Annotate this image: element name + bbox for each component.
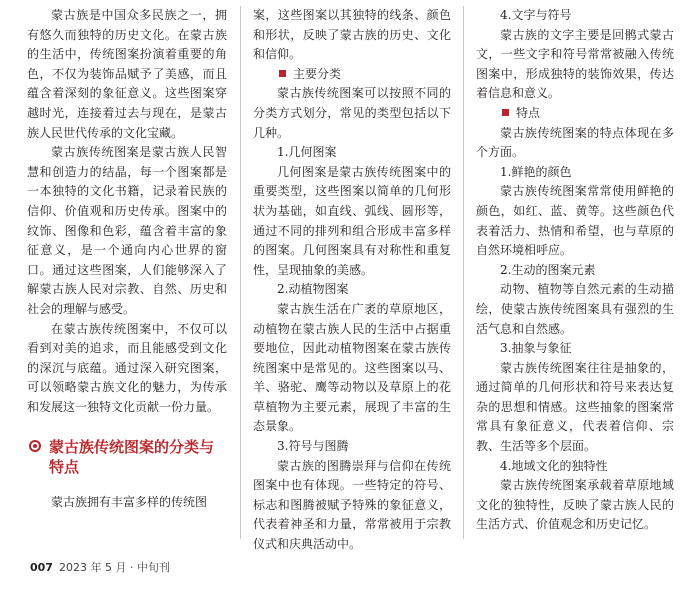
section-heading-text: 蒙古族传统图案的分类与特点 [49,438,215,477]
subheading-main-categories [253,65,451,85]
paragraph: 蒙古族传统图案可以按照不同的分类方式划分，常见的类型包括以下几种。 [253,86,451,140]
target-bullet-icon [29,440,41,452]
paragraph: 蒙古族拥有丰富多样的传统图 [51,495,208,510]
column-divider [463,6,464,539]
subheading-features [476,104,674,124]
square-bullet-icon [279,70,286,77]
item-heading: 4.文字与符号 [500,8,572,22]
paragraph: 蒙古族的文字主要是回鹘式蒙古文，一些文字和符号常常被融入传统图案中，形成独特的装饰效果，传达着信息和意义。 [476,27,674,101]
item-heading: 1.鲜艳的颜色 [500,164,572,179]
column-2 [253,6,451,555]
paragraph: 动物、植物等自然元素的生动描绘，使蒙古族传统图案具有强烈的生活气息和自然感。 [476,282,674,336]
paragraph: 蒙古族生活在广袤的草原地区，动植物在蒙古族人民的生活中占据重要地位，因此动植物图案在蒙古族传统图案中是常见的。这些图案以马、羊、骆驼、鹰等动物以及草原上的花草植物为主要元素，展现了丰富的生态景象。 [253,301,451,434]
paragraph: 蒙古族传统图案的特点体现在多个方面。 [476,125,674,160]
column-1 [27,6,227,513]
issue-label: 2023 年 5 月 · 中旬刊 [58,561,170,574]
paragraph: 案，这些图案以其独特的线条、颜色和形状，反映了蒙古族的历史、文化和信仰。 [253,8,451,62]
column-divider [240,6,241,539]
square-bullet-icon [502,109,509,116]
paragraph: 几何图案是蒙古族传统图案中的重要类型，这些图案以简单的几何形状为基础，如直线、弧线、圆形等，通过不同的排列和组合形成丰富多样的图案。几何图案具有对称性和重复性，呈现抽象的美感。 [253,164,451,277]
section-heading [27,437,227,477]
page-footer [30,559,170,575]
page-number: 007 [30,561,53,574]
paragraph: 蒙古族传统图案往往是抽象的，通过简单的几何形状和符号来表达复杂的思想和情感。这些抽象的图案常常具有象征意义，代表着信仰、宗教、生活等多个层面。 [476,360,674,454]
column-3 [476,6,674,535]
item-heading: 4.地域文化的独特性 [500,458,608,473]
subheading-text: 主要分类 [293,66,342,81]
paragraph: 蒙古族传统图案是蒙古族人民智慧和创造力的结晶，每一个图案都是一本独特的文化书籍，记录着民族的信仰、价值观和历史传承。图案中的纹饰、图像和色彩，蕴含着丰富的象征意义，是一个通向内心世界的窗口。通过这些图案，人们能够深入了解蒙古族人民对宗教、自然、历史和社会的理解与感受。 [27,145,227,316]
paragraph: 蒙古族的图腾崇拜与信仰在传统图案中也有体现。一些特定的符号、标志和图腾被赋予特殊的象征意义，代表着神圣和力量，常常被用于宗教仪式和庆典活动中。 [253,458,451,552]
paragraph: 蒙古族传统图案常常使用鲜艳的颜色，如红、蓝、黄等。这些颜色代表着活力、热情和希望，也与草原的自然环境相呼应。 [476,184,674,258]
subheading-text: 特点 [516,105,541,120]
paragraph: 蒙古族是中国众多民族之一，拥有悠久而独特的历史文化。在蒙古族的生活中，传统图案扮演着重要的角色，不仅为装饰品赋予了美感，而且蕴含着深刻的象征意义。这些图案穿越时光，连接着过去与现在，是蒙古族人民世代传承的文化宝藏。 [27,8,227,140]
paragraph: 在蒙古族传统图案中，不仅可以看到对美的追求，而且能感受到文化的深沉与底蕴。通过深入研究图案，可以领略蒙古族文化的魅力，为传承和发展这一独特文化贡献一份力量。 [27,321,227,414]
item-heading: 1.几何图案 [277,145,337,160]
item-heading: 2.生动的图案元素 [500,262,596,277]
item-heading: 3.抽象与象征 [500,341,572,356]
item-heading: 2.动植物图案 [277,282,349,297]
paragraph: 蒙古族传统图案承载着草原地域文化的独特性，反映了蒙古族人民的生活方式、价值观念和历史记忆。 [476,478,674,532]
item-heading: 3.符号与图腾 [277,439,349,454]
